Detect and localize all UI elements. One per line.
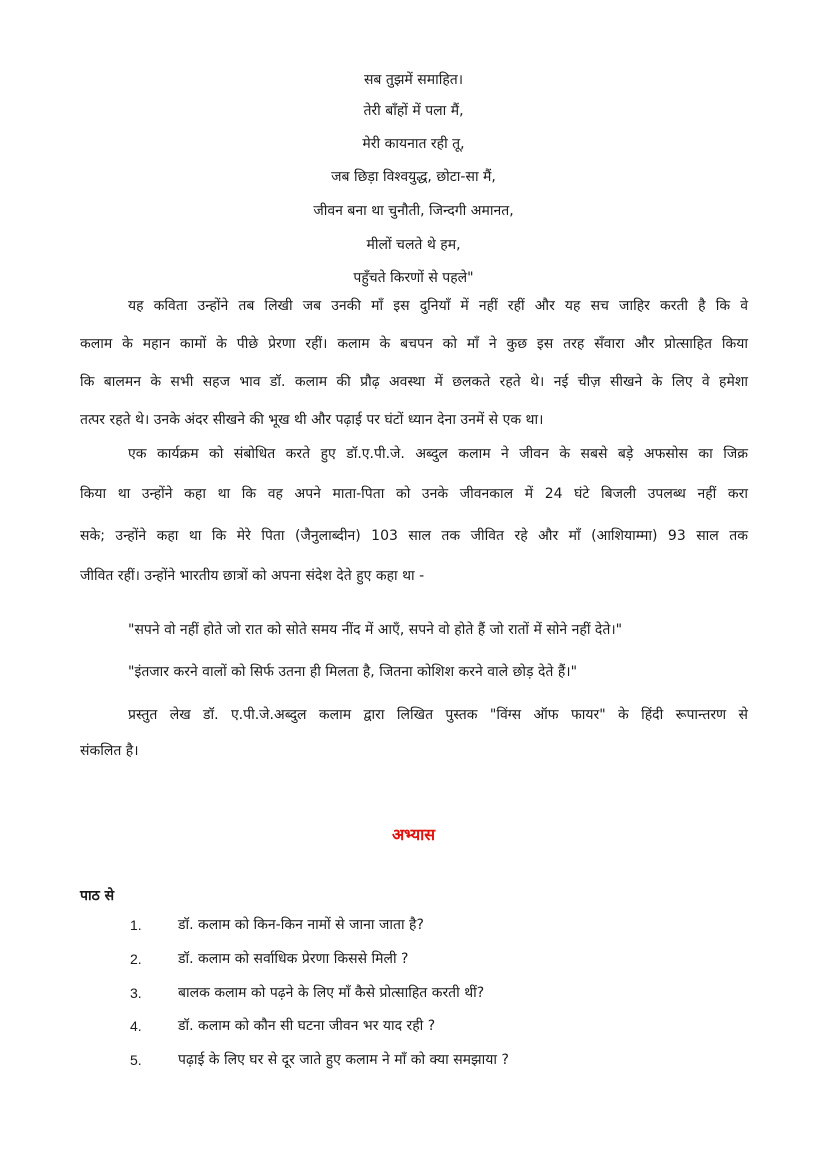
quote-dreams: "सपने वो नहीं होते जो रात को सोते समय नींद में आएँ, सपने वो होते हैं जो रातों में सोने नहीं देते।" xyxy=(128,622,623,638)
paragraph-line: यह कविता उन्होंने तब लिखी जब उनकी माँ इस दुनियाँ में नहीं रहीं और यह सच जाहिर करती है कि वे xyxy=(128,298,748,314)
question-text: डॉ. कलाम को किन-किन नामों से जाना जाता है? xyxy=(178,917,424,933)
question-number: 2. xyxy=(130,951,142,967)
question-number: 3. xyxy=(130,985,142,1001)
exercise-heading: अभ्यास xyxy=(391,825,436,844)
paragraph-line: कलाम के महान कामों के पीछे प्रेरणा रहीं। कलाम के बचपन को माँ ने कुछ इस तरह सँवारा और प्रोत्साहित किया xyxy=(80,336,748,352)
paragraph-regret xyxy=(80,444,748,604)
question-number: 5. xyxy=(130,1052,142,1068)
poem-line: पहुँचते किरणों से पहले" xyxy=(353,270,474,286)
question-text: डॉ. कलाम को सर्वाधिक प्रेरणा किससे मिली ? xyxy=(178,951,409,967)
question-text: डॉ. कलाम को कौन सी घटना जीवन भर याद रही ? xyxy=(178,1018,436,1034)
paragraph-line: संकलित है। xyxy=(80,743,139,759)
paragraph-line: प्रस्तुत लेख डॉ. ए.पी.जे.अब्दुल कलाम द्वारा लिखित पुस्तक "विंग्स ऑफ फायर" के हिंदी रूपान्तरण से xyxy=(128,707,748,723)
poem-line: जब छिड़ा विश्वयुद्ध, छोटा-सा मैं, xyxy=(331,169,496,185)
poem-line: तेरी बाँहों में पला मैं, xyxy=(363,103,464,119)
poem-line: सब तुझमें समाहित। xyxy=(363,72,464,88)
poem-line: मेरी कायनात रही तू, xyxy=(362,136,465,152)
paragraph-line: सके; उन्होंने कहा था कि मेरे पिता (जैनुलाब्दीन) 103 साल तक जीवित रहे और माँ (आशियाम्मा) 93 साल तक xyxy=(80,528,748,544)
paragraph-line: कि बालमन के सभी सहज भाव डॉ. कलाम की प्रौढ़ अवस्था में छलकते रहते थे। नई चीज़ सीखने के लिए वे हमेशा xyxy=(80,374,748,390)
quote-waiting: "इंतजार करने वालों को सिर्फ उतना ही मिलता है, जितना कोशिश करने वाले छोड़ देते हैं।" xyxy=(128,664,578,680)
paragraph-line: जीवित रहीं। उन्होंने भारतीय छात्रों को अपना संदेश देते हुए कहा था - xyxy=(80,568,425,584)
question-text: पढ़ाई के लिए घर से दूर जाते हुए कलाम ने माँ को क्या समझाया ? xyxy=(178,1052,509,1068)
poem-line: मीलों चलते थे हम, xyxy=(366,237,461,253)
question-number: 1. xyxy=(130,917,142,933)
paragraph-intro xyxy=(80,296,748,448)
question-number: 4. xyxy=(130,1018,142,1034)
poem-line: जीवन बना था चुनौती, जिन्दगी अमानत, xyxy=(313,203,514,219)
section-label: पाठ से xyxy=(80,888,115,904)
paragraph-source xyxy=(80,705,748,779)
question-text: बालक कलाम को पढ़ने के लिए माँ कैसे प्रोत्साहित करती थीं? xyxy=(178,985,485,1001)
paragraph-line: किया था उन्होंने कहा था कि वह अपने माता-पिता को उनके जीवनकाल में 24 घंटे बिजली उपलब्ध नहीं करा xyxy=(80,486,748,502)
paragraph-line: एक कार्यक्रम को संबोधित करते हुए डॉ.ए.पी.जे. अब्दुल कलाम ने जीवन के सबसे बड़े अफसोस का जिक्र xyxy=(128,446,748,462)
paragraph-line: तत्पर रहते थे। उनके अंदर सीखने की भूख थी और पढ़ाई पर घंटों ध्यान देना उनमें से एक था। xyxy=(80,412,544,428)
